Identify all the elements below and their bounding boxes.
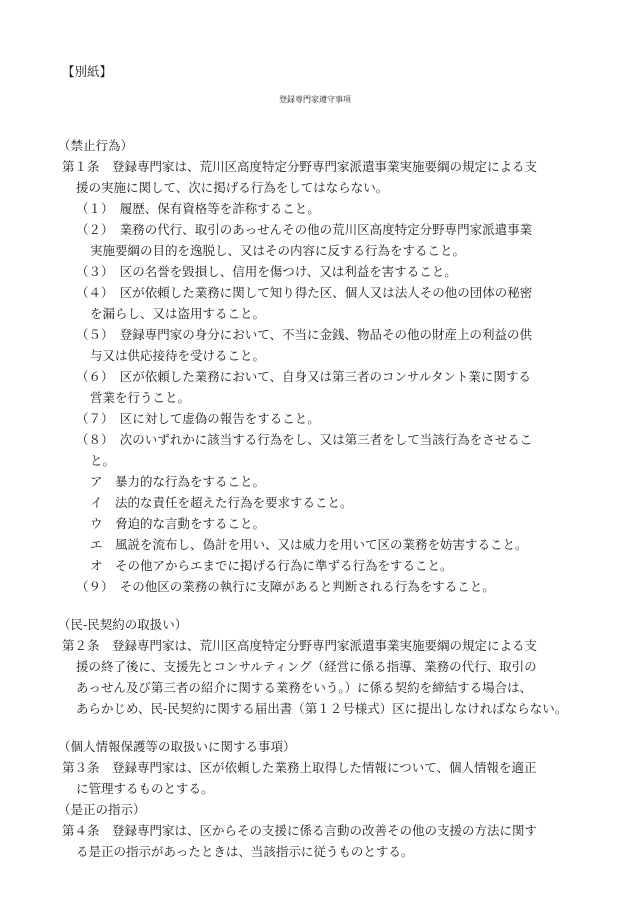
section-heading: （是正の指示） [58, 802, 146, 817]
article-line: 第３条 登録専門家は、区が依頼した業務上取得した情報について、個人情報を適正 [62, 760, 537, 775]
list-item: （１） 履歴、保有資格等を詐称すること。 [76, 201, 320, 216]
section-heading: （民-民契約の取扱い） [58, 617, 188, 632]
list-item: （５） 登録専門家の身分において、不当に金銭、物品その他の財産上の利益の供 [76, 327, 533, 342]
list-item: （４） 区が依頼した業務に関して知り得た区、個人又は法人その他の団体の秘密 [76, 285, 533, 300]
list-item-continuation: 実施要綱の目的を逸脱し、又はその内容に反する行為をすること。 [90, 243, 466, 258]
section-heading: （個人情報保護等の取扱いに関する事項） [58, 739, 296, 754]
list-item: （３） 区の名誉を毀損し、信用を傷つけ、又は利益を害すること。 [76, 264, 457, 279]
sub-item: オ その他アからエまでに掲げる行為に準ずる行為をすること。 [90, 558, 453, 573]
attachment-label: 【別紙】 [62, 64, 113, 79]
list-item: （７） 区に対して虚偽の報告をすること。 [76, 411, 320, 426]
list-item-continuation: を漏らし、又は盗用すること。 [90, 306, 266, 321]
list-item: （８） 次のいずれかに該当する行為をし、又は第三者をして当該行為をさせるこ [76, 432, 533, 447]
section-heading: （禁止行為） [58, 138, 134, 153]
article-line: 第２条 登録専門家は、荒川区高度特定分野専門家派遣事業実施要綱の規定による支 [62, 638, 538, 653]
article-line: 第４条 登録専門家は、区からその支援に係る言動の改善その他の支援の方法に関す [62, 823, 538, 838]
list-item: （６） 区が依頼した業務において、自身又は第三者のコンサルタント業に関する [76, 369, 531, 384]
sub-item: ア 暴力的な行為をすること。 [90, 474, 266, 489]
list-item-continuation: と。 [90, 453, 116, 468]
sub-item: エ 風説を流布し、偽計を用い、又は威力を用いて区の業務を妨害すること。 [90, 537, 528, 552]
article-line: あっせん及び第三者の紹介に関する業務をいう。）に係る契約を締結する場合は、 [76, 680, 533, 695]
article-line: に管理するものとする。 [76, 781, 214, 796]
list-item-continuation: 営業を行うこと。 [90, 390, 191, 405]
article-line: る是正の指示があったときは、当該指示に従うものとする。 [76, 844, 414, 859]
sub-item: イ 法的な責任を超えた行為を要求すること。 [90, 495, 353, 510]
sub-item: ウ 脅迫的な言動をすること。 [90, 516, 266, 531]
list-item: （２） 業務の代行、取引のあっせんその他の荒川区高度特定分野専門家派遣事業 [76, 222, 533, 237]
article-line: あらかじめ、民-民契約に関する届出書（第１２号様式）区に提出しなければならない。 [76, 701, 568, 716]
article-line: 援の終了後に、支援先とコンサルティング（経営に係る指導、業務の代行、取引の [76, 659, 537, 674]
article-line: 援の実施に関して、次に掲げる行為をしてはならない。 [76, 180, 389, 195]
list-item: （９） その他区の業務の執行に支障があると判断される行為をすること。 [76, 579, 495, 594]
article-line: 第１条 登録専門家は、荒川区高度特定分野専門家派遣事業実施要綱の規定による支 [62, 159, 538, 174]
document-title: 登録専門家遵守事項 [279, 95, 351, 104]
list-item-continuation: 与又は供応接待を受けること。 [90, 348, 266, 363]
